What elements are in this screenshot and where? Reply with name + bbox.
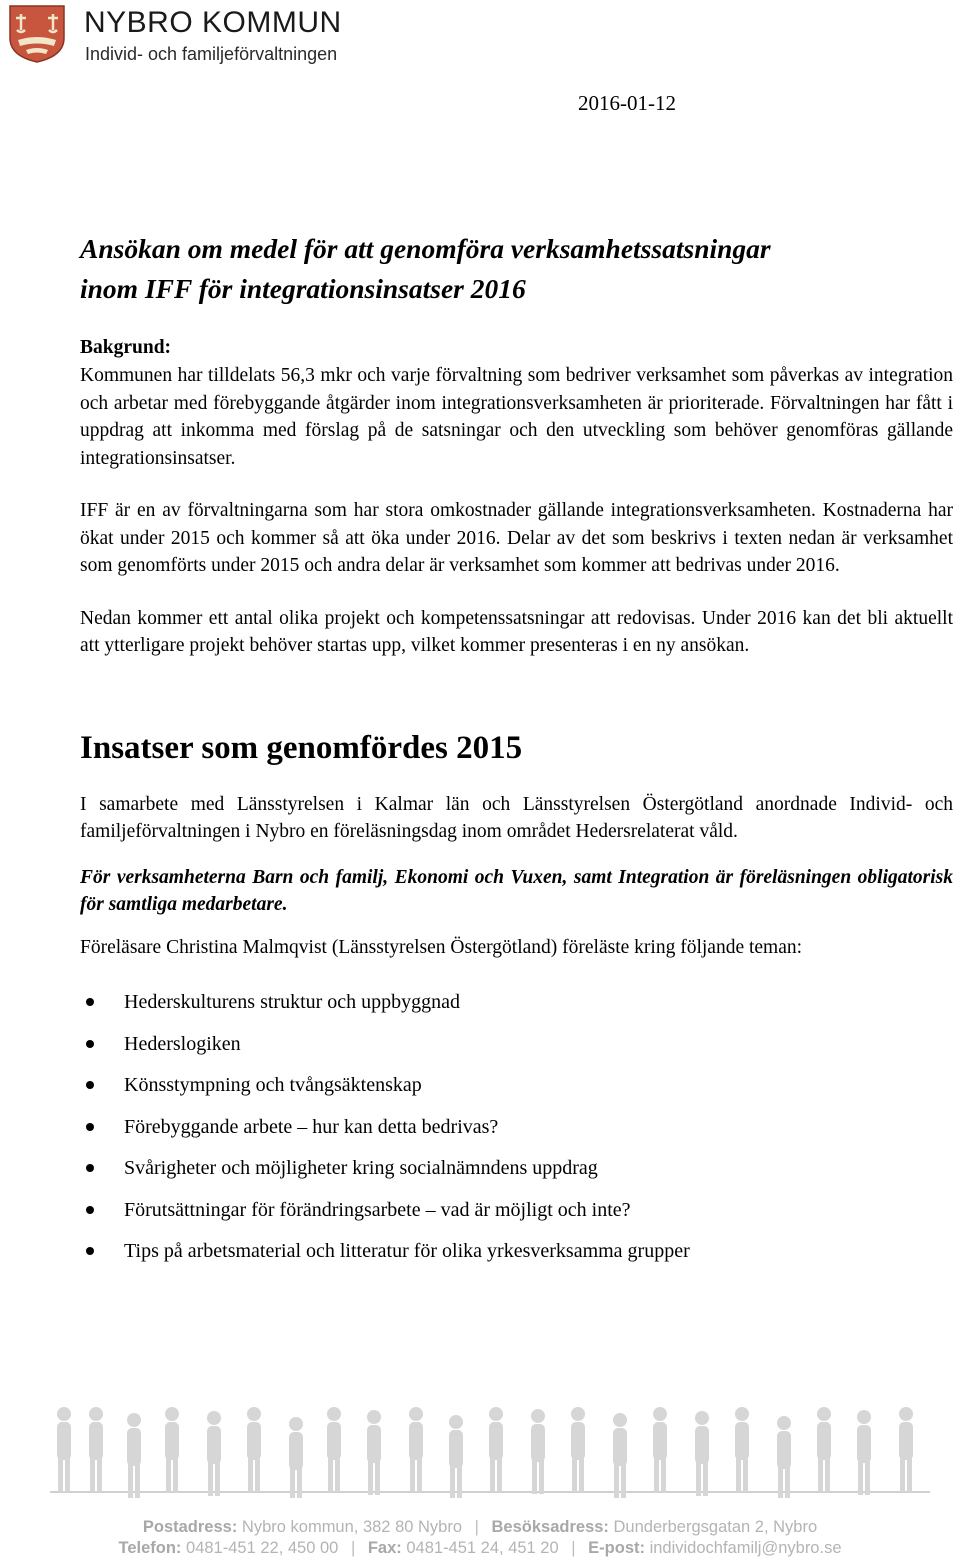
email-value: individochfamilj@nybro.se [649, 1539, 842, 1557]
document-title-line-1: Ansökan om medel för att genomföra verksamhetssatsningar [80, 233, 771, 264]
footer-separator: | [571, 1539, 576, 1557]
email-label: E-post: [588, 1539, 645, 1557]
background-paragraph-3: Nedan kommer ett antal olika projekt och kompetenssatsningar att redovisas. Under 2016 kan det bli aktuellt att ytterligare projekt behöver startas upp, vilket kommer presenteras i en ny ansökan. [80, 607, 953, 656]
topic-text: Tips på arbetsmaterial och litteratur för olika yrkesverksamma grupper [124, 1240, 690, 1262]
fax-label: Fax: [367, 1539, 402, 1557]
organization-name: NYBRO KOMMUN [84, 6, 342, 39]
document-title [80, 229, 953, 309]
footer-separator: | [350, 1539, 356, 1557]
list-item [80, 1154, 953, 1196]
visit-value: Dunderbergsgatan 2, Nybro [613, 1518, 818, 1536]
visit-label: Besöksadress: [491, 1518, 609, 1536]
bullet-icon [86, 1247, 94, 1255]
topic-list [80, 988, 953, 1279]
document-title-line-2: inom IFF för integrationsinsatser 2016 [80, 273, 526, 304]
footer-address-line [0, 1518, 960, 1537]
topic-text: Förebyggande arbete – hur kan detta bedrivas? [124, 1115, 499, 1138]
document-date: 2016-01-12 [578, 91, 676, 115]
background-label: Bakgrund: [80, 337, 172, 358]
topic-text: Hederskulturens struktur och uppbyggnad [124, 991, 461, 1013]
phone-label: Telefon: [118, 1539, 182, 1557]
background-paragraph-1: Kommunen har tilldelats 56,3 mkr och varje förvaltning som bedriver verksamhet som påverkas av integration och arbetar med förebyggande åtgärder inom integrationsverksamheten är prioriterade. Förvaltningen har fått i uppdrag att inkomma med förslag på de satsningar och den utveckling som behöver genomföras gällande integrationsinsatser. [80, 365, 953, 469]
list-item [80, 1113, 953, 1155]
background-paragraph-2: IFF är en av förvaltningarna som har stora omkostnader gällande integrationsverksamheten. Kostnaderna har ökat under 2015 och kommer så att öka under 2016. Delar av det som beskrivs i texten nedan är verksamhet som genomförts under 2015 och andra delar är verksamhet som kommer att bedrivas under 2016. [80, 500, 953, 576]
list-item [80, 988, 953, 1030]
bullet-icon [86, 1081, 94, 1089]
list-item [80, 1237, 953, 1279]
coat-of-arms-icon [6, 4, 68, 64]
bullet-icon [86, 1206, 94, 1214]
postal-label: Postadress: [142, 1518, 238, 1536]
bullet-icon [86, 998, 94, 1006]
topic-text: Förutsättningar för förändringsarbete – vad är möjligt och inte? [124, 1198, 631, 1221]
footer-separator: | [474, 1518, 479, 1536]
document-body [80, 229, 953, 1279]
list-item [80, 1196, 953, 1238]
topic-text: Könsstympning och tvångsäktenskap [124, 1074, 422, 1096]
phone-value: 0481-451 22, 450 00 [186, 1539, 339, 1557]
bullet-icon [86, 1040, 94, 1048]
section-heading: Insatser som genomfördes 2015 [80, 729, 523, 766]
postal-value: Nybro kommun, 382 80 Nybro [241, 1518, 463, 1536]
mandatory-notice: För verksamheterna Barn och familj, Ekonomi och Vuxen, samt Integration är föreläsningen obligatorisk för samtliga medarbetare. [80, 866, 953, 915]
topic-text: Svårigheter och möjligheter kring socialnämndens uppdrag [124, 1157, 598, 1179]
lecturer-paragraph: Föreläsare Christina Malmqvist (Länsstyrelsen Östergötland) föreläste kring följande teman: [80, 936, 803, 958]
bullet-icon [86, 1164, 94, 1172]
fax-value: 0481-451 24, 451 20 [406, 1539, 559, 1557]
collaboration-paragraph: I samarbete med Länsstyrelsen i Kalmar län och Länsstyrelsen Östergötland anordnade Individ- och familjeförvaltningen i Nybro en föreläsningsdag inom området Hedersrelaterat våld. [80, 793, 953, 842]
bullet-icon [86, 1123, 94, 1131]
footer-contact-line [0, 1539, 960, 1558]
people-silhouettes-icon [50, 1400, 930, 1498]
list-item [80, 1071, 953, 1113]
department-name: Individ- och familjeförvaltningen [85, 44, 338, 64]
topic-text: Hederslogiken [124, 1032, 241, 1055]
list-item [80, 1030, 953, 1072]
